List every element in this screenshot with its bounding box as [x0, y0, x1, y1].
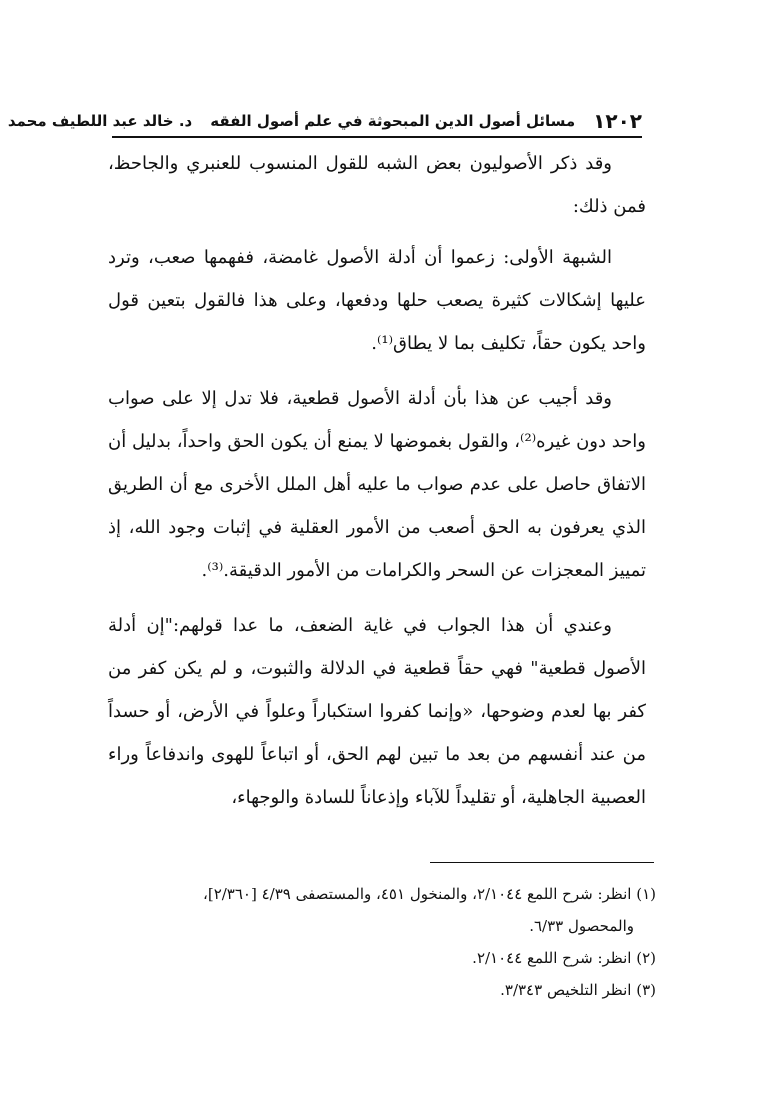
page-number: ١٢٠٢ [593, 109, 642, 133]
footnote-2: (٢) انظر: شرح اللمع ٢/١٠٤٤. [472, 949, 656, 967]
paragraph-intro: وقد ذكر الأصوليون بعض الشبه للقول المنسوب للعنبري والجاحظ، فمن ذلك: [108, 153, 646, 217]
header-rule [112, 136, 642, 138]
footnote-3: (٣) انظر التلخيص ٣/٣٤٣. [500, 981, 656, 999]
footnote-1-continued: والمحصول ٦/٣٣. [529, 917, 634, 935]
paragraph-first-objection: الشبهة الأولى: زعموا أن أدلة الأصول غامضة، ففهمها صعب، وترد عليها إشكالات كثيرة يصعب حلها ودفعها، وعلى هذا فالقول بتعين قول واحد يكون حقاً، تكليف بما لا يطاق⁽¹⁾. [108, 247, 646, 354]
main-text [108, 142, 646, 831]
paragraph-author-view: وعندي أن هذا الجواب في غاية الضعف، ما عدا قولهم:"إن أدلة الأصول قطعية" فهي حقاً قطعية في الدلالة والثبوت، و لم يكن كفر من كفر بها لعدم وضوحها، «وإنما كفروا استكباراً وعلواً في الأرض، أو حسداً من عند أنفسهم من بعد ما تبين لهم الحق، أو اتباعاً للهوى واندفاعاً وراء العصبية الجاهلية، أو تقليداً للآباء وإذعاناً للسادة والوجهاء، [108, 615, 646, 808]
footnotes [108, 878, 656, 1006]
book-title: مسائل أصول الدين المبحوثة في علم أصول الفقه [210, 112, 576, 130]
footnote-1: (١) انظر: شرح اللمع ٢/١٠٤٤، والمنخول ٤٥١، والمستصفى ٤/٣٩ [٢/٣٦٠]، [202, 885, 656, 903]
footnote-separator [430, 862, 654, 863]
paragraph-response: وقد أجيب عن هذا بأن أدلة الأصول قطعية، فلا تدل إلا على صواب واحد دون غيره⁽²⁾، والقول بغموضها لا يمنع أن يكون الحق واحداً، بدليل أن الاتفاق حاصل على عدم صواب ما عليه أهل الملل الأخرى مع أن الطريق الذي يعرفون به الحق أصعب من الأمور العقلية في إثبات وجود الله، إذ تمييز المعجزات عن السحر والكرامات من الأمور الدقيقة.⁽³⁾. [108, 388, 646, 581]
running-header [7, 108, 642, 134]
author-name: د. خالد عبد اللطيف محمد [7, 112, 193, 130]
